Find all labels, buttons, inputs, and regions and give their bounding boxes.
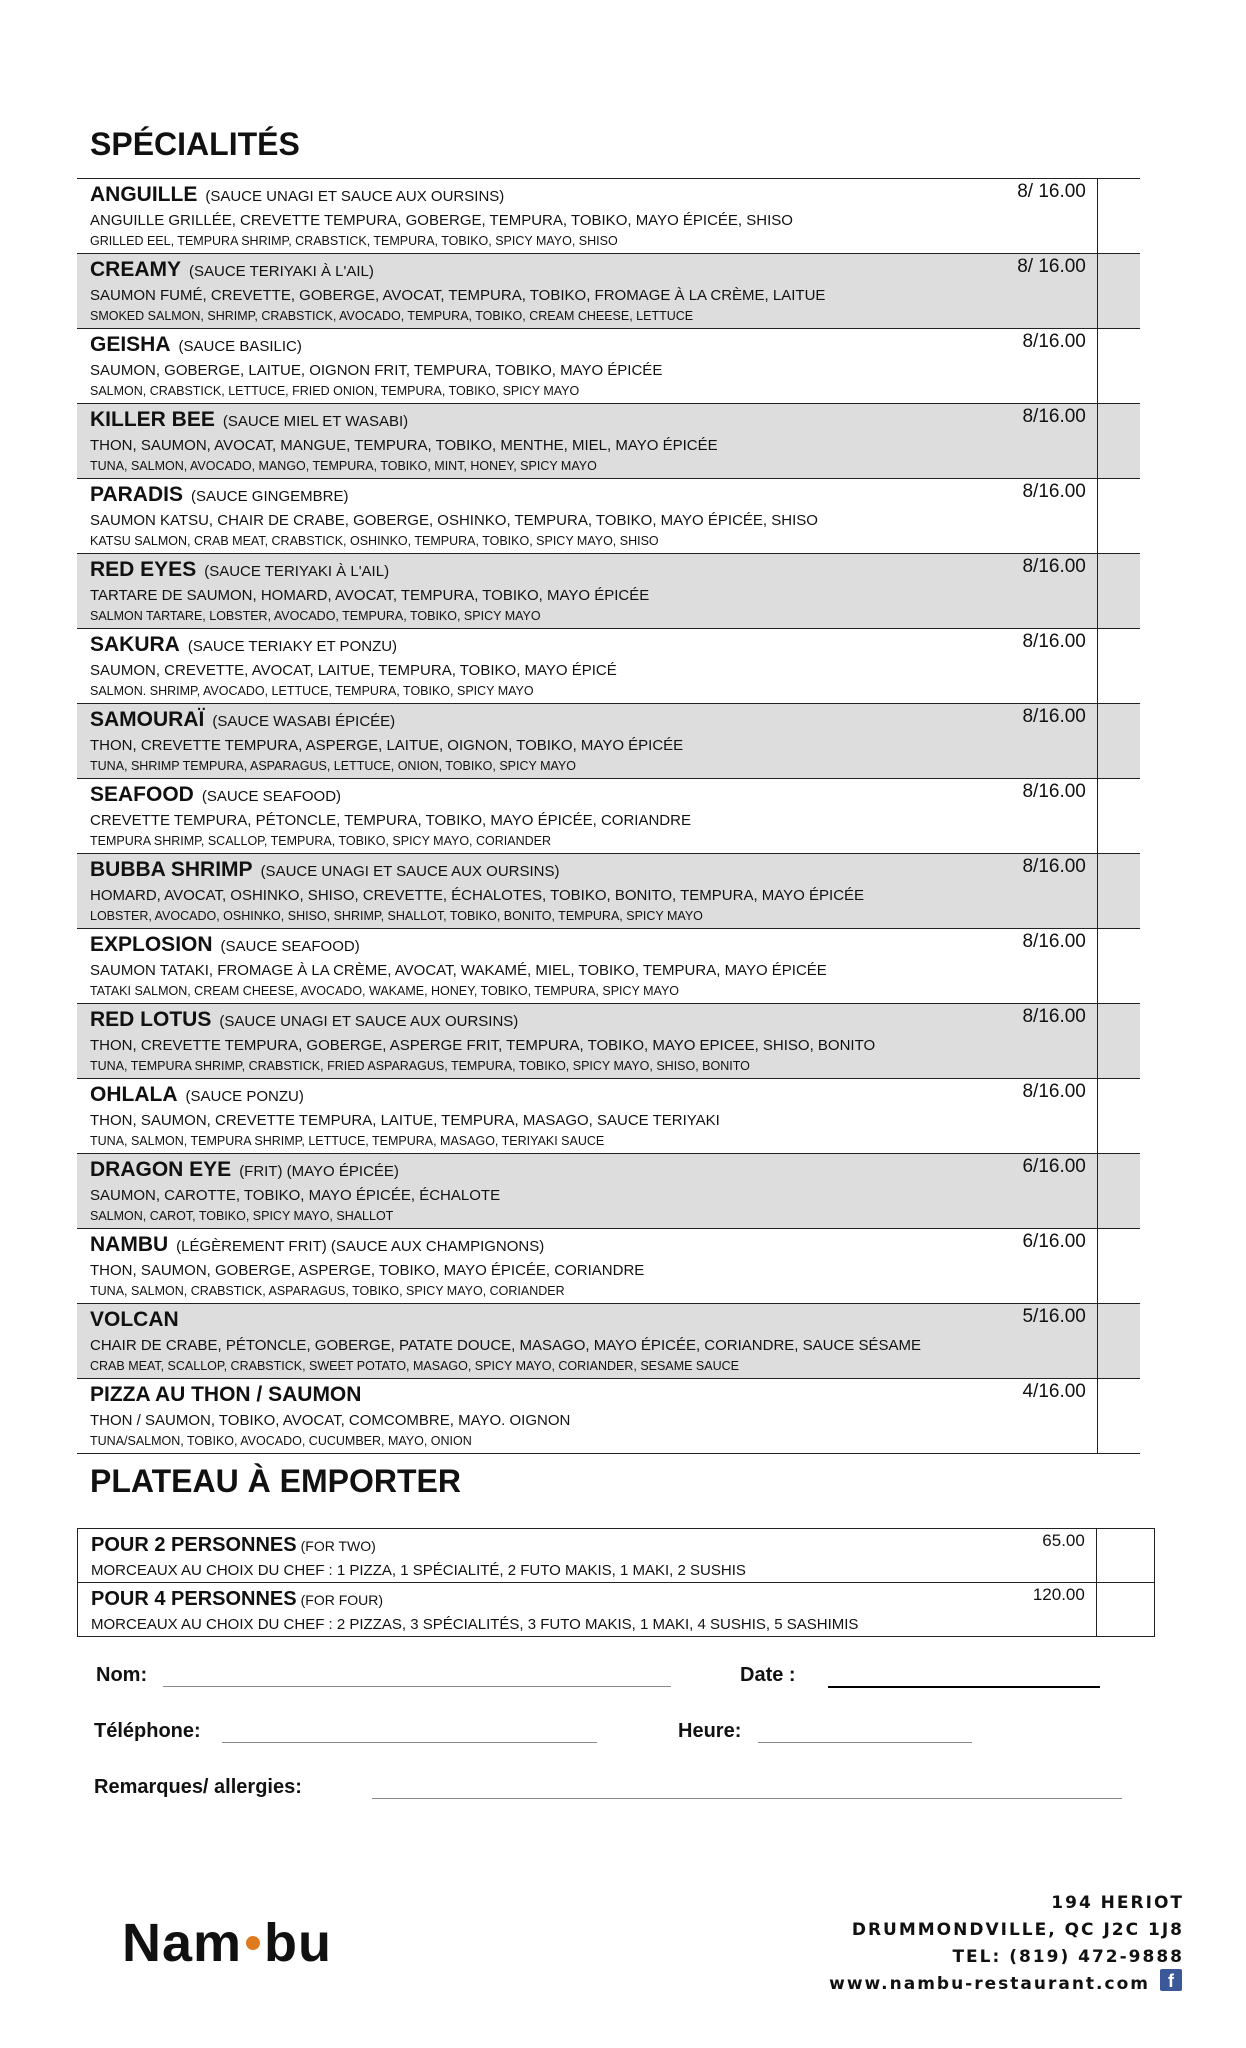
item-sauce: (SAUCE UNAGI ET SAUCE AUX OURSINS) bbox=[205, 188, 505, 205]
item-header bbox=[90, 1007, 1013, 1035]
item-ingredients-en: SMOKED SALMON, SHRIMP, CRABSTICK, AVOCADO, TEMPURA, TOBIKO, CREAM CHEESE, LETTUCE bbox=[90, 309, 694, 323]
menu-row bbox=[77, 1304, 1140, 1379]
phone-number: TEL: (819) 472-9888 bbox=[952, 1947, 1184, 1967]
quantity-box[interactable] bbox=[1097, 1154, 1140, 1229]
remarks-field[interactable] bbox=[372, 1798, 1122, 1799]
website-link[interactable]: www.nambu-restaurant.com bbox=[829, 1974, 1150, 1994]
name-field[interactable] bbox=[163, 1686, 671, 1687]
item-name: CREAMY bbox=[90, 258, 182, 281]
menu-row bbox=[77, 254, 1140, 329]
item-price: 8/16.00 bbox=[1013, 404, 1098, 479]
item-ingredients-fr: THON / SAUMON, TOBIKO, AVOCAT, COMCOMBRE, MAYO. OIGNON bbox=[90, 1412, 571, 1429]
item-header bbox=[90, 257, 1013, 285]
item-header bbox=[90, 557, 1013, 585]
item-name: ANGUILLE bbox=[90, 183, 198, 206]
item-price: 6/16.00 bbox=[1013, 1229, 1098, 1304]
menu-row bbox=[77, 1079, 1140, 1154]
item-sauce: (SAUCE BASILIC) bbox=[178, 338, 302, 355]
platter-description bbox=[78, 1583, 976, 1637]
quantity-box[interactable] bbox=[1097, 554, 1140, 629]
item-name: SEAFOOD bbox=[90, 783, 194, 806]
item-header bbox=[90, 1382, 1013, 1410]
item-description bbox=[77, 779, 1013, 854]
item-ingredients-en: TUNA, SALMON, AVOCADO, MANGO, TEMPURA, TOBIKO, MINT, HONEY, SPICY MAYO bbox=[90, 459, 597, 473]
item-name: VOLCAN bbox=[90, 1308, 179, 1331]
specialites-table bbox=[77, 178, 1140, 1454]
item-description bbox=[77, 1004, 1013, 1079]
quantity-box[interactable] bbox=[1097, 1304, 1140, 1379]
menu-row bbox=[77, 1004, 1140, 1079]
item-price: 8/16.00 bbox=[1013, 929, 1098, 1004]
menu-row bbox=[77, 629, 1140, 704]
date-field[interactable] bbox=[828, 1686, 1100, 1688]
platter-price: 65.00 bbox=[976, 1529, 1097, 1583]
menu-row bbox=[77, 179, 1140, 254]
item-sauce: (SAUCE SEAFOOD) bbox=[201, 788, 342, 805]
item-header bbox=[90, 1157, 1013, 1185]
logo-dot bbox=[246, 1936, 260, 1950]
item-ingredients-en: TEMPURA SHRIMP, SCALLOP, TEMPURA, TOBIKO, SPICY MAYO, CORIANDER bbox=[90, 834, 551, 848]
item-ingredients-en: TATAKI SALMON, CREAM CHEESE, AVOCADO, WAKAME, HONEY, TOBIKO, TEMPURA, SPICY MAYO bbox=[90, 984, 680, 998]
item-description bbox=[77, 854, 1013, 929]
item-price: 8/ 16.00 bbox=[1013, 254, 1098, 329]
item-name: RED LOTUS bbox=[90, 1008, 212, 1031]
platter-contents: MORCEAUX AU CHOIX DU CHEF : 1 PIZZA, 1 SPÉCIALITÉ, 2 FUTO MAKIS, 1 MAKI, 2 SUSHIS bbox=[91, 1562, 746, 1579]
item-price: 8/16.00 bbox=[1013, 554, 1098, 629]
platter-description bbox=[78, 1529, 976, 1583]
item-header bbox=[90, 182, 1013, 210]
item-price: 8/16.00 bbox=[1013, 1079, 1098, 1154]
quantity-box[interactable] bbox=[1097, 854, 1140, 929]
quantity-box[interactable] bbox=[1097, 929, 1140, 1004]
specialites-title: SPÉCIALITÉS bbox=[90, 126, 300, 162]
time-field[interactable] bbox=[758, 1742, 972, 1743]
item-header bbox=[90, 482, 1013, 510]
menu-row bbox=[77, 404, 1140, 479]
item-header bbox=[90, 407, 1013, 435]
item-sauce: (SAUCE TERIAKY ET PONZU) bbox=[187, 638, 398, 655]
item-ingredients-fr: SAUMON TATAKI, FROMAGE À LA CRÈME, AVOCAT, WAKAMÉ, MIEL, TOBIKO, TEMPURA, MAYO ÉPICÉE bbox=[90, 962, 827, 979]
item-name: SAKURA bbox=[90, 633, 180, 656]
quantity-box[interactable] bbox=[1097, 254, 1140, 329]
item-description bbox=[77, 254, 1013, 329]
item-ingredients-fr: THON, CREVETTE TEMPURA, ASPERGE, LAITUE, OIGNON, TOBIKO, MAYO ÉPICÉE bbox=[90, 737, 684, 754]
platter-contents: MORCEAUX AU CHOIX DU CHEF : 2 PIZZAS, 3 SPÉCIALITÉS, 3 FUTO MAKIS, 1 MAKI, 4 SUSHIS, 5 SASHIMIS bbox=[91, 1616, 859, 1633]
quantity-box[interactable] bbox=[1097, 1079, 1140, 1154]
item-header bbox=[90, 332, 1013, 360]
item-sauce: (SAUCE WASABI ÉPICÉE) bbox=[212, 713, 396, 730]
item-name: PIZZA AU THON / SAUMON bbox=[90, 1383, 362, 1406]
item-price: 8/16.00 bbox=[1013, 629, 1098, 704]
quantity-box[interactable] bbox=[1097, 479, 1140, 554]
platter-header bbox=[91, 1532, 976, 1560]
item-ingredients-en: TUNA, SALMON, TEMPURA SHRIMP, LETTUCE, TEMPURA, MASAGO, TERIYAKI SAUCE bbox=[90, 1134, 605, 1148]
item-sauce: (SAUCE SEAFOOD) bbox=[220, 938, 360, 955]
item-sauce: (SAUCE UNAGI ET SAUCE AUX OURSINS) bbox=[260, 863, 560, 880]
item-ingredients-en: TUNA/SALMON, TOBIKO, AVOCADO, CUCUMBER, MAYO, ONION bbox=[90, 1434, 472, 1448]
address-line-1: 194 HERIOT bbox=[1051, 1893, 1184, 1913]
item-price: 8/ 16.00 bbox=[1013, 179, 1098, 254]
platter-note: (FOR TWO) bbox=[300, 1538, 376, 1554]
platter-row bbox=[78, 1529, 1155, 1583]
item-sauce: (FRIT) (MAYO ÉPICÉE) bbox=[239, 1163, 399, 1180]
item-description bbox=[77, 1304, 1013, 1379]
quantity-box[interactable] bbox=[1097, 629, 1140, 704]
item-price: 8/16.00 bbox=[1013, 479, 1098, 554]
item-name: NAMBU bbox=[90, 1233, 169, 1256]
platter-header bbox=[91, 1586, 976, 1614]
menu-row bbox=[77, 929, 1140, 1004]
item-ingredients-en: TUNA, SALMON, CRABSTICK, ASPARAGUS, TOBIKO, SPICY MAYO, CORIANDER bbox=[90, 1284, 565, 1298]
item-price: 8/16.00 bbox=[1013, 854, 1098, 929]
item-description bbox=[77, 929, 1013, 1004]
quantity-box[interactable] bbox=[1097, 779, 1140, 854]
facebook-icon[interactable]: f bbox=[1160, 1969, 1182, 1991]
menu-row bbox=[77, 1379, 1140, 1454]
quantity-box[interactable] bbox=[1097, 404, 1140, 479]
item-ingredients-fr: SAUMON, CREVETTE, AVOCAT, LAITUE, TEMPURA, TOBIKO, MAYO ÉPICÉ bbox=[90, 662, 617, 679]
item-ingredients-en: SALMON. SHRIMP, AVOCADO, LETTUCE, TEMPURA, TOBIKO, SPICY MAYO bbox=[90, 684, 534, 698]
item-sauce: (SAUCE GINGEMBRE) bbox=[190, 488, 349, 505]
item-sauce: (SAUCE TERIYAKI À L'AIL) bbox=[189, 263, 374, 280]
item-header bbox=[90, 932, 1013, 960]
item-name: RED EYES bbox=[90, 558, 197, 581]
item-description bbox=[77, 404, 1013, 479]
item-sauce: (LÉGÈREMENT FRIT) (SAUCE AUX CHAMPIGNONS) bbox=[176, 1238, 545, 1255]
item-ingredients-en: CRAB MEAT, SCALLOP, CRABSTICK, SWEET POTATO, MASAGO, SPICY MAYO, CORIANDER, SESAME SAUCE bbox=[90, 1359, 739, 1373]
plateau-title: PLATEAU À EMPORTER bbox=[90, 1463, 461, 1499]
item-price: 6/16.00 bbox=[1013, 1154, 1098, 1229]
item-ingredients-fr: SAUMON, CAROTTE, TOBIKO, MAYO ÉPICÉE, ÉCHALOTE bbox=[90, 1187, 501, 1204]
item-name: GEISHA bbox=[90, 333, 171, 356]
item-ingredients-fr: THON, SAUMON, GOBERGE, ASPERGE, TOBIKO, MAYO ÉPICÉE, CORIANDRE bbox=[90, 1262, 645, 1279]
item-ingredients-fr: HOMARD, AVOCAT, OSHINKO, SHISO, CREVETTE, ÉCHALOTES, TOBIKO, BONITO, TEMPURA, MAYO ÉPICÉE bbox=[90, 887, 865, 904]
item-description bbox=[77, 629, 1013, 704]
item-description bbox=[77, 329, 1013, 404]
menu-row bbox=[77, 704, 1140, 779]
menu-row bbox=[77, 554, 1140, 629]
remarks-label: Remarques/ allergies: bbox=[94, 1776, 302, 1798]
item-price: 8/16.00 bbox=[1013, 704, 1098, 779]
item-description bbox=[77, 1229, 1013, 1304]
item-name: SAMOURAÏ bbox=[90, 708, 205, 731]
item-sauce: (SAUCE PONZU) bbox=[185, 1088, 304, 1105]
platter-row bbox=[78, 1583, 1155, 1637]
item-description bbox=[77, 479, 1013, 554]
item-sauce: (SAUCE UNAGI ET SAUCE AUX OURSINS) bbox=[219, 1013, 519, 1030]
item-ingredients-en: SALMON TARTARE, LOBSTER, AVOCADO, TEMPURA, TOBIKO, SPICY MAYO bbox=[90, 609, 541, 623]
platter-price: 120.00 bbox=[976, 1583, 1097, 1637]
address-line-2: DRUMMONDVILLE, QC J2C 1J8 bbox=[851, 1920, 1184, 1940]
item-ingredients-en: TUNA, SHRIMP TEMPURA, ASPARAGUS, LETTUCE, ONION, TOBIKO, SPICY MAYO bbox=[90, 759, 576, 773]
date-label: Date : bbox=[740, 1664, 796, 1686]
menu-row bbox=[77, 329, 1140, 404]
item-price: 8/16.00 bbox=[1013, 329, 1098, 404]
quantity-box[interactable] bbox=[1097, 329, 1140, 404]
time-label: Heure: bbox=[678, 1720, 742, 1742]
item-ingredients-fr: SAUMON KATSU, CHAIR DE CRABE, GOBERGE, OSHINKO, TEMPURA, TOBIKO, MAYO ÉPICÉE, SHISO bbox=[90, 512, 818, 529]
menu-row bbox=[77, 779, 1140, 854]
item-ingredients-fr: TARTARE DE SAUMON, HOMARD, AVOCAT, TEMPURA, TOBIKO, MAYO ÉPICÉE bbox=[90, 587, 650, 604]
phone-label: Téléphone: bbox=[94, 1720, 201, 1742]
item-description bbox=[77, 704, 1013, 779]
menu-row bbox=[77, 1229, 1140, 1304]
item-ingredients-fr: CHAIR DE CRABE, PÉTONCLE, GOBERGE, PATATE DOUCE, MASAGO, MAYO ÉPICÉE, CORIANDRE, SAUCE SÉSAME bbox=[90, 1337, 921, 1354]
platter-name: POUR 2 PERSONNES bbox=[91, 1534, 297, 1556]
quantity-box[interactable] bbox=[1097, 1229, 1140, 1304]
item-ingredients-fr: THON, SAUMON, AVOCAT, MANGUE, TEMPURA, TOBIKO, MENTHE, MIEL, MAYO ÉPICÉE bbox=[90, 437, 718, 454]
menu-row bbox=[77, 854, 1140, 929]
item-ingredients-fr: THON, SAUMON, CREVETTE TEMPURA, LAITUE, TEMPURA, MASAGO, SAUCE TERIYAKI bbox=[90, 1112, 720, 1129]
item-ingredients-en: KATSU SALMON, CRAB MEAT, CRABSTICK, OSHINKO, TEMPURA, TOBIKO, SPICY MAYO, SHISO bbox=[90, 534, 659, 548]
item-name: DRAGON EYE bbox=[90, 1158, 232, 1181]
name-label: Nom: bbox=[96, 1664, 148, 1686]
item-name: BUBBA SHRIMP bbox=[90, 858, 253, 881]
plateau-table bbox=[77, 1528, 1155, 1637]
item-sauce: (SAUCE MIEL ET WASABI) bbox=[222, 413, 409, 430]
item-ingredients-fr: ANGUILLE GRILLÉE, CREVETTE TEMPURA, GOBERGE, TEMPURA, TOBIKO, MAYO ÉPICÉE, SHISO bbox=[90, 212, 793, 229]
item-ingredients-en: GRILLED EEL, TEMPURA SHRIMP, CRABSTICK, TEMPURA, TOBIKO, SPICY MAYO, SHISO bbox=[90, 234, 618, 248]
item-description bbox=[77, 1379, 1013, 1454]
item-name: OHLALA bbox=[90, 1083, 178, 1106]
item-description bbox=[77, 179, 1013, 254]
item-description bbox=[77, 1154, 1013, 1229]
platter-name: POUR 4 PERSONNES bbox=[91, 1588, 297, 1610]
item-description bbox=[77, 1079, 1013, 1154]
item-header bbox=[90, 707, 1013, 735]
item-header bbox=[90, 632, 1013, 660]
item-header bbox=[90, 1082, 1013, 1110]
item-price: 8/16.00 bbox=[1013, 779, 1098, 854]
item-ingredients-en: SALMON, CAROT, TOBIKO, SPICY MAYO, SHALLOT bbox=[90, 1209, 394, 1223]
quantity-box[interactable] bbox=[1097, 704, 1140, 779]
quantity-box[interactable] bbox=[1097, 1379, 1140, 1454]
item-name: KILLER BEE bbox=[90, 408, 215, 431]
quantity-box[interactable] bbox=[1097, 1004, 1140, 1079]
item-description bbox=[77, 554, 1013, 629]
item-price: 5/16.00 bbox=[1013, 1304, 1098, 1379]
nambu-logo: Nam bu bbox=[122, 1913, 333, 1973]
quantity-box[interactable] bbox=[1097, 179, 1140, 254]
item-ingredients-fr: SAUMON, GOBERGE, LAITUE, OIGNON FRIT, TEMPURA, TOBIKO, MAYO ÉPICÉE bbox=[90, 362, 663, 379]
quantity-box[interactable] bbox=[1096, 1583, 1154, 1637]
item-ingredients-en: SALMON, CRABSTICK, LETTUCE, FRIED ONION, TEMPURA, TOBIKO, SPICY MAYO bbox=[90, 384, 580, 398]
item-sauce: (SAUCE TERIYAKI À L'AIL) bbox=[204, 563, 390, 580]
item-header bbox=[90, 1232, 1013, 1260]
item-header bbox=[90, 857, 1013, 885]
item-name: PARADIS bbox=[90, 483, 183, 506]
item-ingredients-fr: SAUMON FUMÉ, CREVETTE, GOBERGE, AVOCAT, TEMPURA, TOBIKO, FROMAGE À LA CRÈME, LAITUE bbox=[90, 287, 826, 304]
item-header bbox=[90, 782, 1013, 810]
item-ingredients-en: TUNA, TEMPURA SHRIMP, CRABSTICK, FRIED ASPARAGUS, TEMPURA, TOBIKO, SPICY MAYO, SHISO, BONITO bbox=[90, 1059, 750, 1073]
item-header bbox=[90, 1307, 1013, 1335]
platter-note: (FOR FOUR) bbox=[300, 1592, 384, 1608]
phone-field[interactable] bbox=[222, 1742, 597, 1743]
item-name: EXPLOSION bbox=[90, 933, 213, 956]
item-ingredients-en: LOBSTER, AVOCADO, OSHINKO, SHISO, SHRIMP, SHALLOT, TOBIKO, BONITO, TEMPURA, SPICY MAYO bbox=[90, 909, 703, 923]
item-price: 4/16.00 bbox=[1013, 1379, 1098, 1454]
item-ingredients-fr: THON, CREVETTE TEMPURA, GOBERGE, ASPERGE FRIT, TEMPURA, TOBIKO, MAYO EPICEE, SHISO, BONITO bbox=[90, 1037, 876, 1054]
item-price: 8/16.00 bbox=[1013, 1004, 1098, 1079]
quantity-box[interactable] bbox=[1096, 1529, 1154, 1583]
item-ingredients-fr: CREVETTE TEMPURA, PÉTONCLE, TEMPURA, TOBIKO, MAYO ÉPICÉE, CORIANDRE bbox=[90, 812, 691, 829]
menu-row bbox=[77, 1154, 1140, 1229]
menu-row bbox=[77, 479, 1140, 554]
